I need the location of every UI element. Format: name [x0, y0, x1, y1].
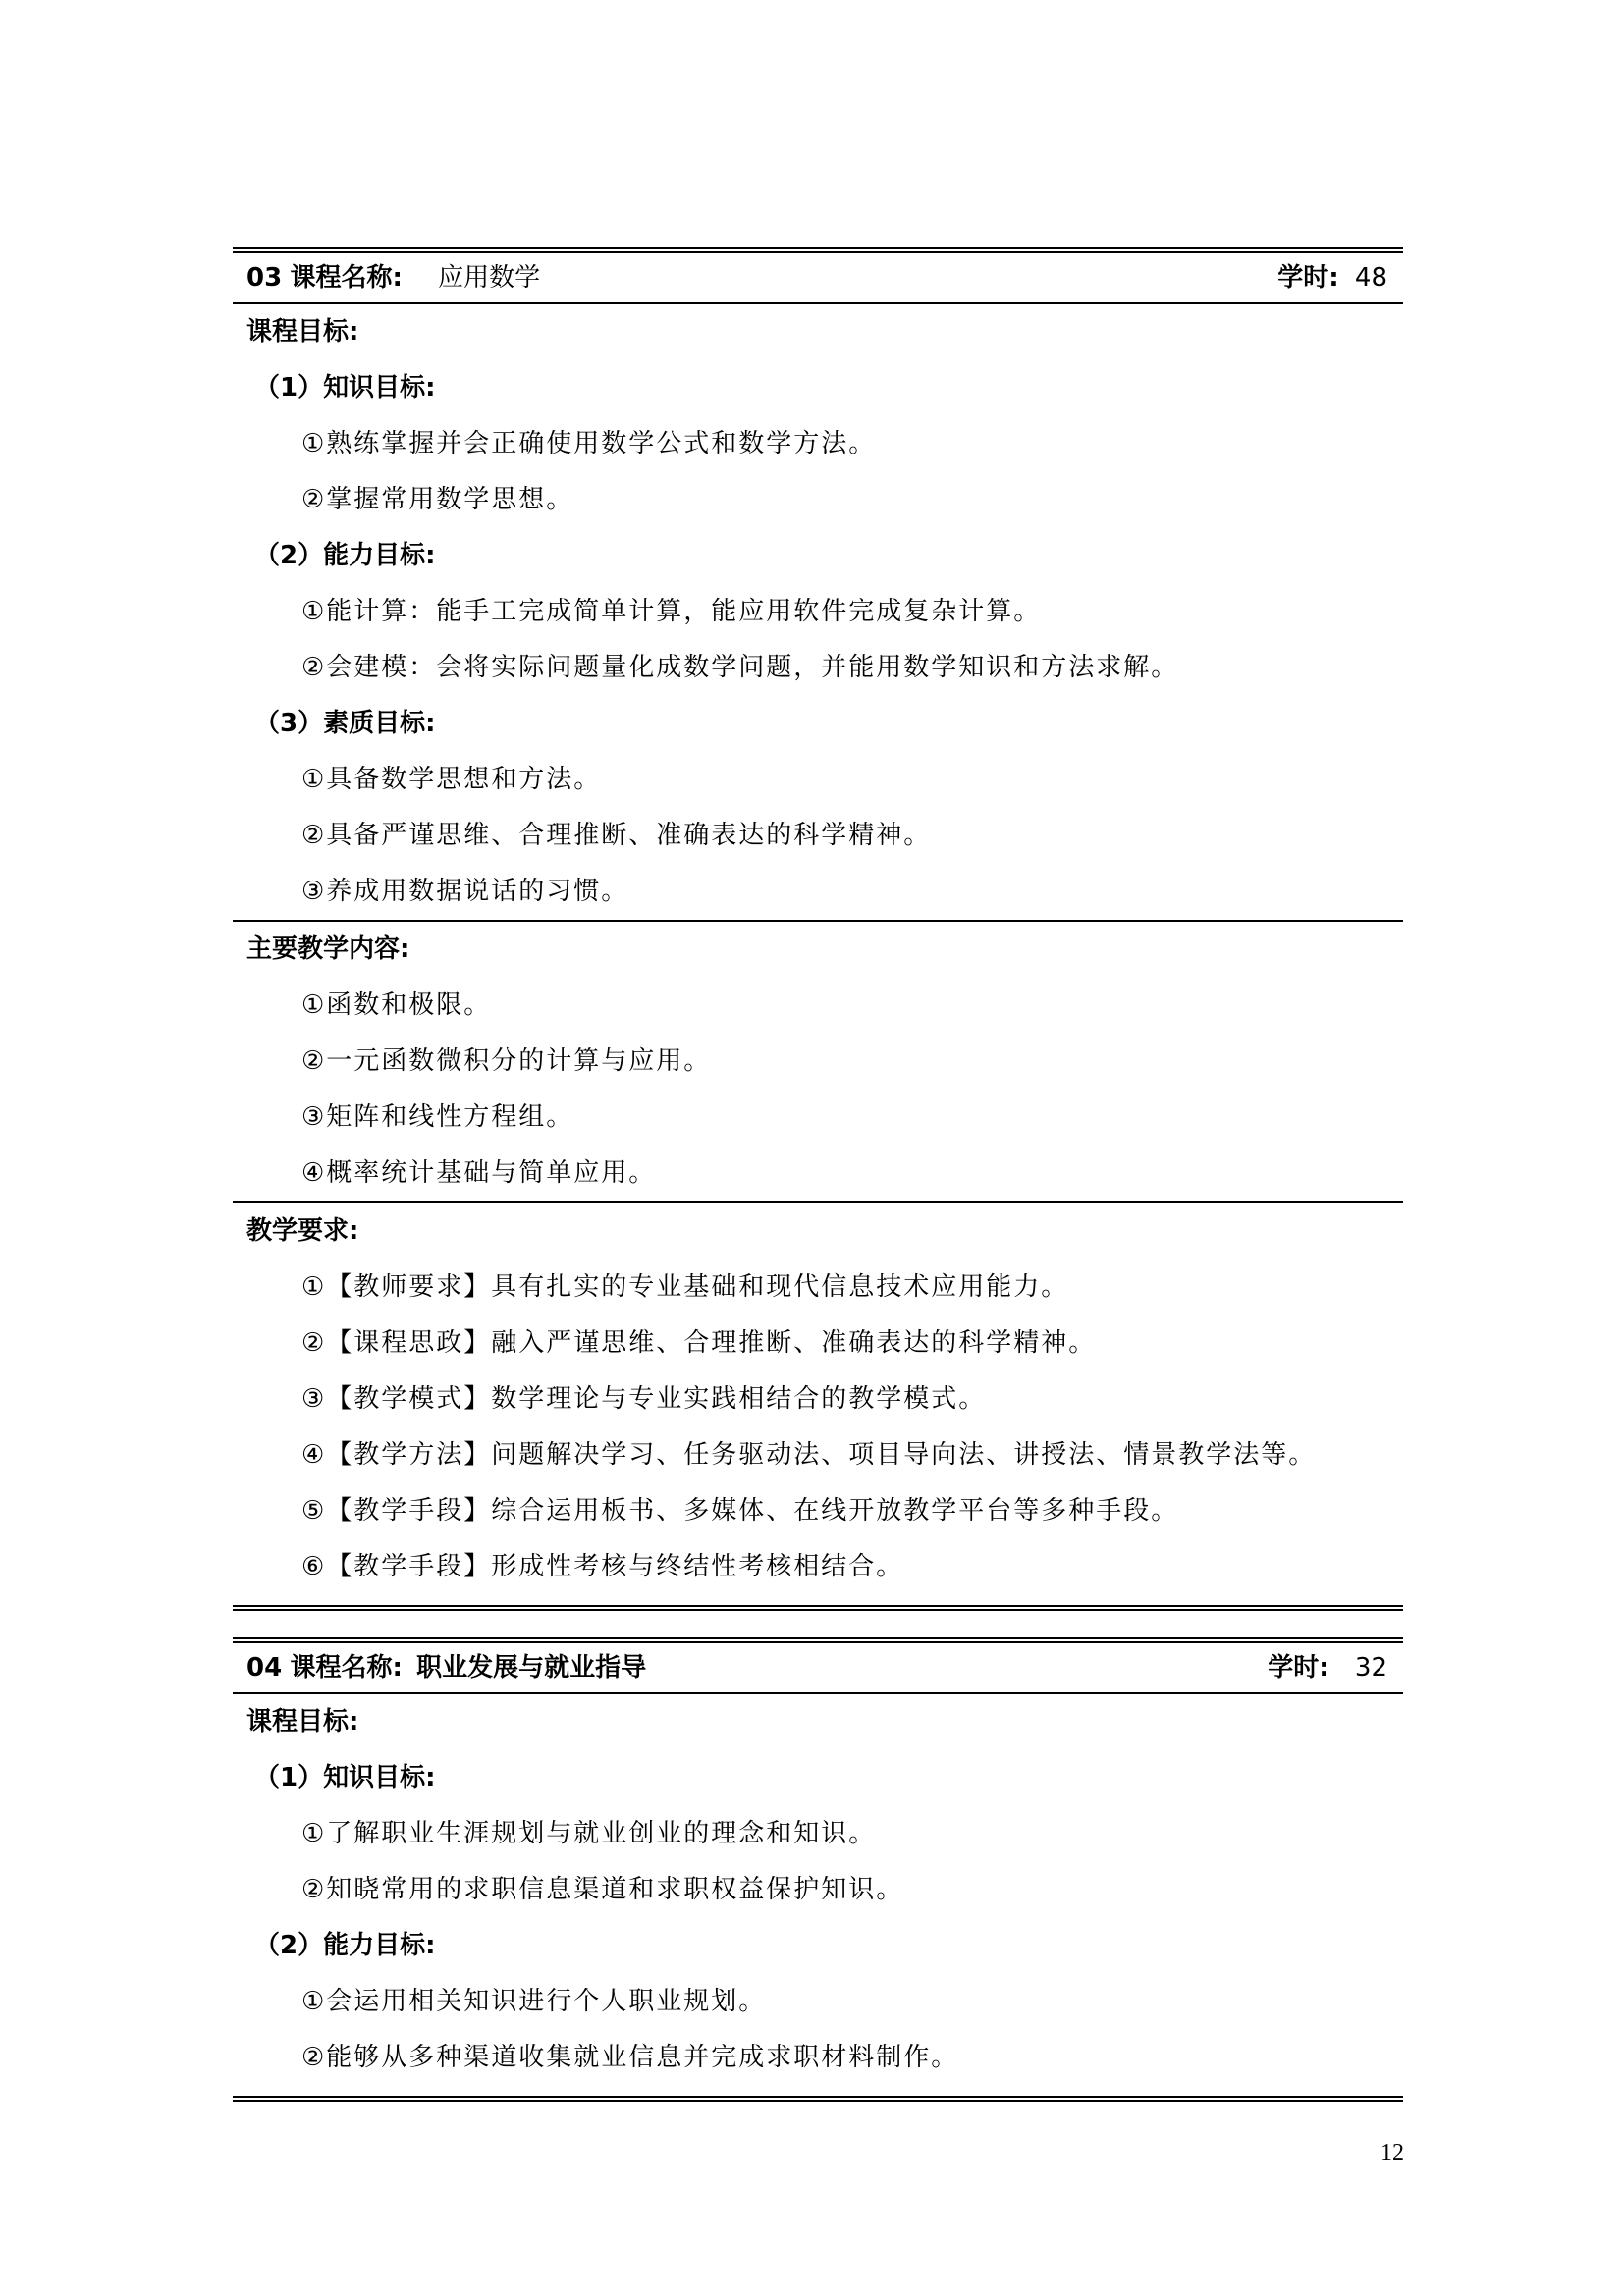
hours-value: 32: [1354, 1653, 1387, 1682]
course-code: 04: [246, 1653, 283, 1682]
objectives-heading: 课程目标:: [246, 1707, 359, 1736]
course-name-label: 课程名称:: [290, 1653, 403, 1682]
list-item: ②具备严谨思维、合理推断、准确表达的科学精神。: [301, 821, 932, 850]
hours-value: 48: [1354, 263, 1387, 293]
page-number: 12: [1380, 2140, 1404, 2165]
list-item: ①具备数学思想和方法。: [301, 765, 602, 794]
hours-label: 学时:: [1268, 1653, 1329, 1682]
content-heading: 主要教学内容:: [246, 934, 410, 964]
list-item: ②会建模：会将实际问题量化成数学问题，并能用数学知识和方法求解。: [301, 653, 1179, 682]
list-item: ④【教学方法】问题解决学习、任务驱动法、项目导向法、讲授法、情景教学法等。: [301, 1440, 1317, 1469]
knowledge-heading: （1）知识目标:: [254, 373, 436, 402]
course-hours: [1277, 253, 1387, 302]
ability-heading: （2）能力目标:: [254, 541, 436, 570]
course-hours: [1268, 1643, 1387, 1692]
list-item: ⑤【教学手段】综合运用板书、多媒体、在线开放教学平台等多种手段。: [301, 1496, 1179, 1525]
list-item: ①了解职业生涯规划与就业创业的理念和知识。: [301, 1819, 877, 1848]
list-item: ①能计算：能手工完成简单计算，能应用软件完成复杂计算。: [301, 597, 1042, 626]
course-block-04: [233, 1637, 1403, 2102]
list-item: ②【课程思政】融入严谨思维、合理推断、准确表达的科学精神。: [301, 1328, 1097, 1358]
course-title: [246, 253, 540, 302]
list-item: ②能够从多种渠道收集就业信息并完成求职材料制作。: [301, 2043, 959, 2072]
table-bottom-rule: [233, 2096, 1403, 2102]
course-name: 职业发展与就业指导: [416, 1653, 647, 1682]
list-item: ②知晓常用的求职信息渠道和求职权益保护知识。: [301, 1875, 904, 1904]
list-item: ⑥【教学手段】形成性考核与终结性考核相结合。: [301, 1552, 904, 1581]
quality-heading: （3）素质目标:: [254, 709, 436, 738]
course-block-03: [233, 247, 1403, 1611]
list-item: ③矩阵和线性方程组。: [301, 1102, 574, 1132]
course-name: 应用数学: [438, 263, 541, 293]
course-code: 03: [246, 263, 283, 293]
hours-label: 学时:: [1277, 263, 1339, 293]
list-item: ①会运用相关知识进行个人职业规划。: [301, 1987, 767, 2016]
table-bottom-rule: [233, 1605, 1403, 1611]
requirements-heading: 教学要求:: [246, 1216, 359, 1246]
objectives-heading: 课程目标:: [246, 317, 359, 347]
list-item: ①函数和极限。: [301, 990, 492, 1020]
course-title: [246, 1643, 646, 1692]
list-item: ③【教学模式】数学理论与专业实践相结合的教学模式。: [301, 1384, 987, 1414]
course-header: [233, 253, 1403, 302]
knowledge-heading: （1）知识目标:: [254, 1763, 436, 1792]
course-name-label: 课程名称:: [290, 263, 403, 293]
list-item: ①【教师要求】具有扎实的专业基础和现代信息技术应用能力。: [301, 1272, 1069, 1302]
list-item: ①熟练掌握并会正确使用数学公式和数学方法。: [301, 429, 877, 458]
list-item: ④概率统计基础与简单应用。: [301, 1158, 657, 1188]
list-item: ②一元函数微积分的计算与应用。: [301, 1046, 712, 1076]
course-header: [233, 1643, 1403, 1692]
ability-heading: （2）能力目标:: [254, 1931, 436, 1960]
list-item: ②掌握常用数学思想。: [301, 485, 574, 514]
list-item: ③养成用数据说话的习惯。: [301, 877, 629, 906]
